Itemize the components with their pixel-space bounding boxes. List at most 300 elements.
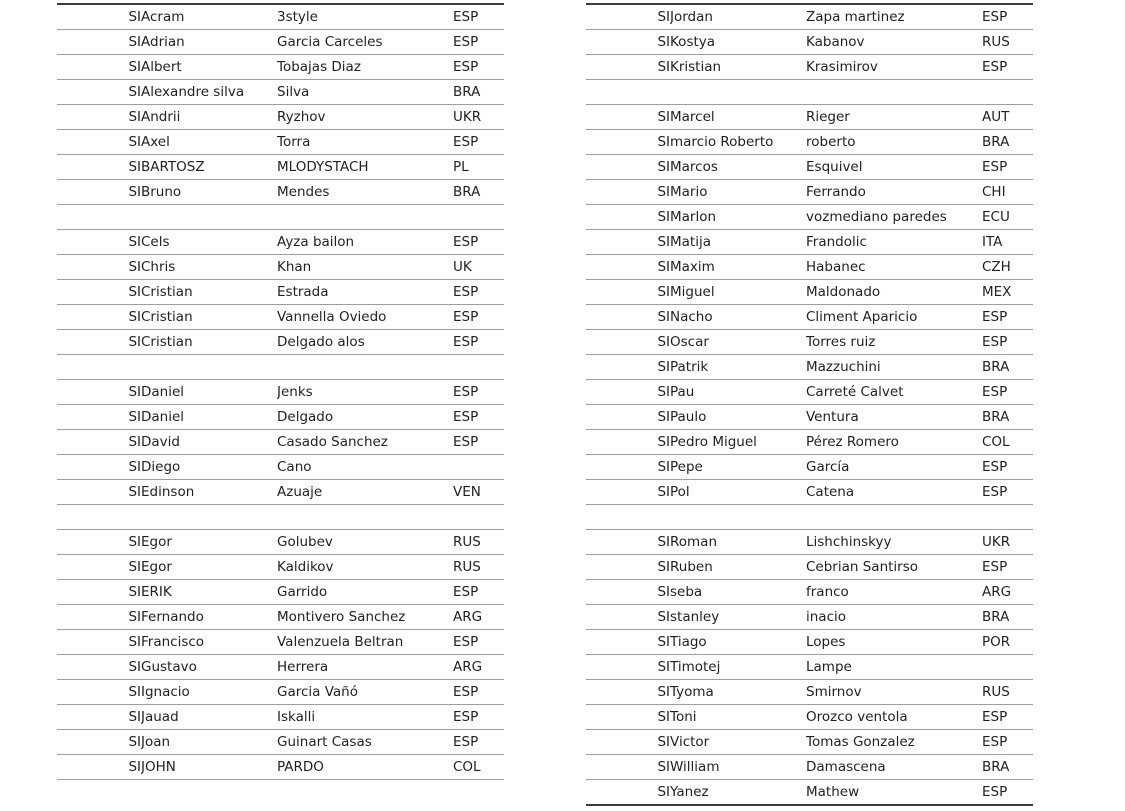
cell-first-name: Gustavo [141,655,277,680]
cell-flag: SI [57,155,141,180]
cell-flag: SI [586,305,670,330]
cell-country-code: ARG [982,580,1033,605]
table-row [57,480,504,505]
table-row [57,305,504,330]
cell-country-code: AUT [982,105,1033,130]
cell-last-name: Kabanov [806,30,982,55]
table-row [586,780,1033,806]
cell-country-code: ESP [982,4,1033,30]
cell-first-name: Egor [141,555,277,580]
cell-first-name: Kristian [670,55,806,80]
cell-first-name: Alexandre silva [141,80,277,105]
cell-flag: SI [57,180,141,205]
table-row [586,380,1033,405]
cell-flag: SI [586,130,670,155]
cell-last-name: inacio [806,605,982,630]
table-row [57,530,504,555]
cell-first-name: Ignacio [141,680,277,705]
empty-cell [453,205,504,230]
empty-cell [57,355,141,380]
cell-flag: SI [57,230,141,255]
table-row [57,580,504,605]
cell-flag: SI [586,255,670,280]
cell-flag: SI [586,530,670,555]
cell-last-name: Delgado alos [277,330,453,355]
cell-first-name: Egor [141,530,277,555]
cell-country-code: ESP [453,630,504,655]
table-row [57,605,504,630]
cell-first-name: Nacho [670,305,806,330]
cell-flag: SI [57,730,141,755]
cell-country-code: COL [982,430,1033,455]
cell-flag: SI [586,355,670,380]
cell-country-code: UK [453,255,504,280]
cell-country-code: BRA [982,405,1033,430]
table-row [57,655,504,680]
table-row [586,305,1033,330]
cell-flag: SI [586,680,670,705]
cell-first-name: seba [670,580,806,605]
cell-country-code: CZH [982,255,1033,280]
cell-last-name: Montivero Sanchez [277,605,453,630]
cell-last-name: 3style [277,4,453,30]
roster-table-left-body [57,4,504,780]
cell-country-code: RUS [982,30,1033,55]
cell-flag: SI [57,630,141,655]
cell-first-name: Oscar [670,330,806,355]
cell-country-code: ESP [982,730,1033,755]
cell-first-name: Fernando [141,605,277,630]
cell-country-code: UKR [453,105,504,130]
cell-flag: SI [57,455,141,480]
cell-first-name: ERIK [141,580,277,605]
table-row [57,630,504,655]
cell-last-name: Torres ruiz [806,330,982,355]
cell-last-name: Azuaje [277,480,453,505]
empty-cell [586,80,670,105]
cell-first-name: Toni [670,705,806,730]
cell-last-name: Krasimirov [806,55,982,80]
cell-country-code: BRA [453,80,504,105]
cell-first-name: Timotej [670,655,806,680]
empty-cell [57,505,141,530]
cell-country-code: ESP [982,455,1033,480]
cell-flag: SI [586,155,670,180]
table-row [57,405,504,430]
cell-first-name: Adrian [141,30,277,55]
cell-country-code: BRA [982,755,1033,780]
cell-flag: SI [586,605,670,630]
cell-flag: SI [586,580,670,605]
table-row [586,205,1033,230]
cell-flag: SI [57,480,141,505]
cell-last-name: Mazzuchini [806,355,982,380]
table-row [57,55,504,80]
cell-first-name: David [141,430,277,455]
empty-cell [982,80,1033,105]
cell-last-name: Climent Aparicio [806,305,982,330]
cell-last-name: García [806,455,982,480]
cell-flag: SI [57,605,141,630]
empty-cell [57,205,141,230]
cell-first-name: Tyoma [670,680,806,705]
cell-country-code: RUS [453,555,504,580]
table-row [586,455,1033,480]
cell-first-name: JOHN [141,755,277,780]
table-row [586,180,1033,205]
table-row [57,155,504,180]
cell-country-code: ESP [453,305,504,330]
cell-first-name: Jordan [670,4,806,30]
table-row [57,680,504,705]
cell-last-name: Maldonado [806,280,982,305]
cell-last-name: Mathew [806,780,982,806]
cell-first-name: Victor [670,730,806,755]
table-row [586,55,1033,80]
table-row [57,755,504,780]
table-row [586,480,1033,505]
cell-flag: SI [57,305,141,330]
table-row [57,555,504,580]
cell-first-name: Marlon [670,205,806,230]
cell-first-name: Matija [670,230,806,255]
table-row [586,30,1033,55]
cell-country-code: BRA [982,355,1033,380]
cell-flag: SI [57,380,141,405]
cell-flag: SI [57,530,141,555]
cell-country-code: ESP [453,30,504,55]
empty-cell [141,205,277,230]
cell-first-name: Patrik [670,355,806,380]
cell-first-name: marcio Roberto [670,130,806,155]
cell-first-name: Pol [670,480,806,505]
cell-last-name: Frandolic [806,230,982,255]
cell-flag: SI [586,430,670,455]
cell-first-name: Andrii [141,105,277,130]
cell-last-name: Lishchinskyy [806,530,982,555]
table-row [57,455,504,480]
cell-country-code: ESP [453,730,504,755]
cell-flag: SI [586,205,670,230]
table-row [586,155,1033,180]
table-row [586,330,1033,355]
cell-last-name: Mendes [277,180,453,205]
cell-first-name: Acram [141,4,277,30]
cell-country-code: ECU [982,205,1033,230]
table-row [57,280,504,305]
table-row [586,105,1033,130]
table-row [586,530,1033,555]
cell-country-code: ESP [453,430,504,455]
table-row [586,655,1033,680]
cell-first-name: Pau [670,380,806,405]
cell-country-code: CHI [982,180,1033,205]
cell-last-name: Habanec [806,255,982,280]
cell-flag: SI [586,330,670,355]
cell-last-name: Valenzuela Beltran [277,630,453,655]
table-row [57,330,504,355]
cell-country-code: ESP [453,330,504,355]
cell-flag: SI [57,4,141,30]
empty-cell [586,505,670,530]
empty-cell [277,505,453,530]
cell-last-name: Garrido [277,580,453,605]
table-row [57,230,504,255]
cell-last-name: Kaldikov [277,555,453,580]
cell-flag: SI [57,255,141,280]
cell-flag: SI [586,455,670,480]
cell-first-name: Cristian [141,330,277,355]
cell-flag: SI [586,30,670,55]
cell-flag: SI [586,655,670,680]
cell-flag: SI [586,405,670,430]
table-row [57,180,504,205]
cell-country-code: ESP [982,705,1033,730]
cell-country-code: ESP [453,55,504,80]
cell-flag: SI [57,55,141,80]
cell-country-code: ESP [982,780,1033,806]
cell-last-name: Silva [277,80,453,105]
table-group-separator-row [586,505,1033,530]
cell-country-code: ESP [453,4,504,30]
cell-flag: SI [586,780,670,806]
cell-country-code: ESP [453,280,504,305]
table-row [586,555,1033,580]
cell-flag: SI [586,180,670,205]
table-row [57,705,504,730]
empty-cell [277,355,453,380]
table-row [57,30,504,55]
cell-flag: SI [57,755,141,780]
empty-cell [806,80,982,105]
roster-table-left [57,3,504,780]
table-row [57,130,504,155]
cell-first-name: Pedro Miguel [670,430,806,455]
cell-country-code: RUS [453,530,504,555]
cell-country-code: ESP [982,480,1033,505]
cell-last-name: Khan [277,255,453,280]
cell-first-name: Albert [141,55,277,80]
cell-flag: SI [586,105,670,130]
table-row [57,80,504,105]
cell-last-name: Delgado [277,405,453,430]
cell-last-name: Estrada [277,280,453,305]
cell-first-name: Bruno [141,180,277,205]
cell-flag: SI [57,330,141,355]
table-row [586,755,1033,780]
empty-cell [453,355,504,380]
cell-flag: SI [586,4,670,30]
table-row [586,580,1033,605]
cell-last-name: Tobajas Diaz [277,55,453,80]
cell-first-name: Mario [670,180,806,205]
cell-country-code: ESP [982,330,1033,355]
cell-flag: SI [586,480,670,505]
empty-cell [982,505,1033,530]
cell-last-name: Cebrian Santirso [806,555,982,580]
cell-flag: SI [586,630,670,655]
table-group-separator-row [57,205,504,230]
cell-country-code: POR [982,630,1033,655]
cell-last-name: Golubev [277,530,453,555]
cell-last-name: Smirnov [806,680,982,705]
table-row [586,705,1033,730]
cell-first-name: William [670,755,806,780]
cell-last-name: Herrera [277,655,453,680]
cell-first-name: Cels [141,230,277,255]
cell-flag: SI [586,55,670,80]
cell-first-name: Marcos [670,155,806,180]
cell-country-code: ESP [453,580,504,605]
table-row [586,280,1033,305]
roster-table-right [586,3,1033,806]
cell-flag: SI [57,30,141,55]
cell-last-name: Rieger [806,105,982,130]
cell-country-code: ESP [982,155,1033,180]
cell-country-code: ESP [453,230,504,255]
cell-country-code: ESP [453,705,504,730]
cell-first-name: Pepe [670,455,806,480]
cell-first-name: Cristian [141,280,277,305]
cell-last-name: Jenks [277,380,453,405]
cell-country-code: ESP [982,380,1033,405]
table-row [586,605,1033,630]
cell-last-name: Guinart Casas [277,730,453,755]
table-row [586,130,1033,155]
cell-flag: SI [586,280,670,305]
cell-last-name: Torra [277,130,453,155]
empty-cell [453,505,504,530]
cell-last-name: Ayza bailon [277,230,453,255]
cell-first-name: BARTOSZ [141,155,277,180]
cell-last-name: PARDO [277,755,453,780]
cell-first-name: Diego [141,455,277,480]
cell-flag: SI [57,555,141,580]
table-group-separator-row [586,80,1033,105]
empty-cell [806,505,982,530]
cell-first-name: Marcel [670,105,806,130]
cell-last-name: Tomas Gonzalez [806,730,982,755]
table-row [586,430,1033,455]
cell-first-name: Jauad [141,705,277,730]
cell-last-name: Esquivel [806,155,982,180]
cell-country-code: ARG [453,605,504,630]
table-row [57,380,504,405]
cell-last-name: Casado Sanchez [277,430,453,455]
cell-last-name: Zapa martinez [806,4,982,30]
cell-flag: SI [586,755,670,780]
cell-last-name: Iskalli [277,705,453,730]
cell-first-name: stanley [670,605,806,630]
cell-country-code: ITA [982,230,1033,255]
table-row [57,4,504,30]
table-row [586,730,1033,755]
cell-country-code: BRA [453,180,504,205]
cell-country-code: PL [453,155,504,180]
cell-flag: SI [57,405,141,430]
cell-flag: SI [586,705,670,730]
cell-last-name: Ventura [806,405,982,430]
cell-first-name: Tiago [670,630,806,655]
cell-flag: SI [57,655,141,680]
table-row [57,730,504,755]
cell-first-name: Cristian [141,305,277,330]
cell-country-code: RUS [982,680,1033,705]
cell-last-name: Ferrando [806,180,982,205]
cell-last-name: Vannella Oviedo [277,305,453,330]
cell-first-name: Yanez [670,780,806,806]
cell-last-name: Carreté Calvet [806,380,982,405]
empty-cell [670,80,806,105]
cell-country-code: ESP [982,55,1033,80]
table-row [57,255,504,280]
cell-last-name: Garcia Carceles [277,30,453,55]
cell-first-name: Miguel [670,280,806,305]
roster-table-right-body [586,4,1033,805]
table-group-separator-row [57,505,504,530]
cell-country-code: ESP [982,305,1033,330]
cell-last-name: Cano [277,455,453,480]
table-row [586,230,1033,255]
cell-country-code: ESP [453,405,504,430]
cell-flag: SI [57,580,141,605]
table-row [586,630,1033,655]
table-row [586,680,1033,705]
cell-country-code: ESP [453,130,504,155]
cell-flag: SI [57,280,141,305]
cell-country-code: VEN [453,480,504,505]
cell-last-name: Lopes [806,630,982,655]
table-row [586,355,1033,380]
table-row [57,105,504,130]
table-row [586,4,1033,30]
cell-first-name: Francisco [141,630,277,655]
cell-flag: SI [57,680,141,705]
cell-country-code [453,455,504,480]
cell-last-name: Orozco ventola [806,705,982,730]
cell-flag: SI [586,230,670,255]
cell-first-name: Axel [141,130,277,155]
cell-first-name: Maxim [670,255,806,280]
empty-cell [277,205,453,230]
empty-cell [670,505,806,530]
cell-first-name: Ruben [670,555,806,580]
cell-first-name: Daniel [141,380,277,405]
cell-flag: SI [57,430,141,455]
cell-last-name: vozmediano paredes [806,205,982,230]
cell-last-name: Pérez Romero [806,430,982,455]
cell-country-code [982,655,1033,680]
cell-flag: SI [586,380,670,405]
cell-flag: SI [57,130,141,155]
cell-flag: SI [586,730,670,755]
cell-first-name: Joan [141,730,277,755]
cell-last-name: roberto [806,130,982,155]
cell-last-name: Catena [806,480,982,505]
cell-first-name: Edinson [141,480,277,505]
cell-country-code: COL [453,755,504,780]
cell-country-code: ESP [453,680,504,705]
cell-country-code: MEX [982,280,1033,305]
cell-country-code: BRA [982,605,1033,630]
cell-flag: SI [57,105,141,130]
empty-cell [141,505,277,530]
cell-last-name: MLODYSTACH [277,155,453,180]
cell-first-name: Kostya [670,30,806,55]
cell-last-name: Lampe [806,655,982,680]
table-row [586,255,1033,280]
cell-country-code: BRA [982,130,1033,155]
